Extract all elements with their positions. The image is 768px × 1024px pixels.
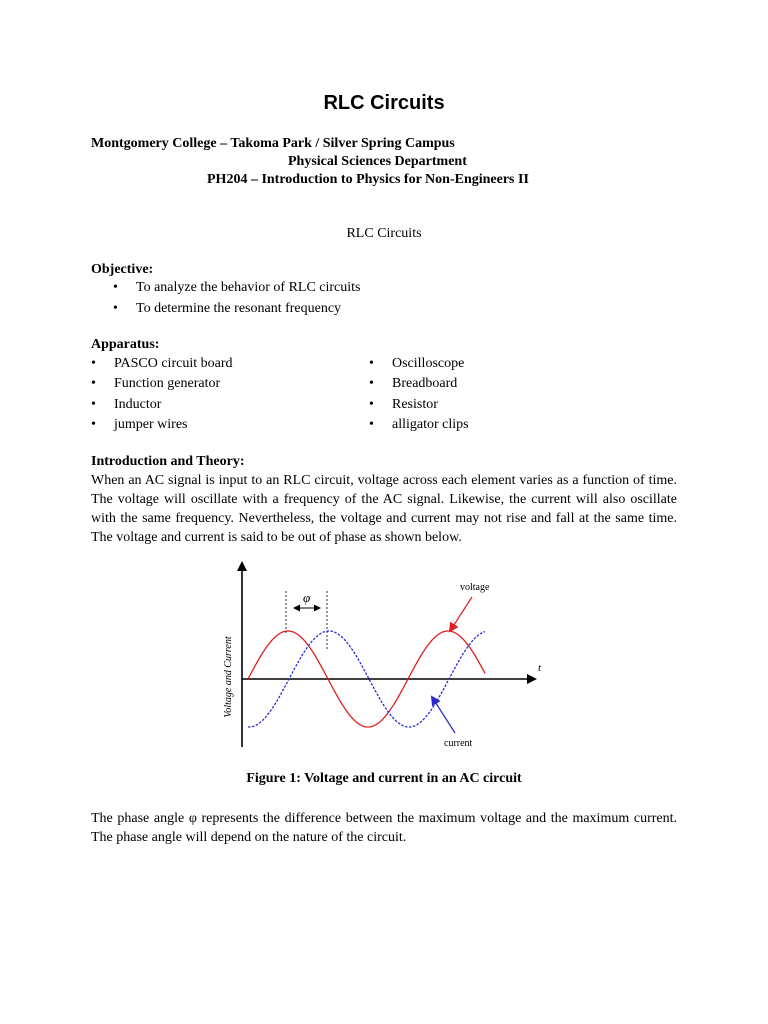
department-name: Physical Sciences Department [288, 154, 467, 169]
x-axis-label: t [538, 662, 542, 674]
intro-line: fall at the same time. The voltage and current is said to be out of phase as shown below. [91, 511, 677, 545]
bullet-icon: • [91, 376, 96, 391]
apparatus-heading: Apparatus: [91, 337, 160, 352]
voltage-label: voltage [460, 582, 490, 593]
current-label: current [444, 738, 473, 749]
bullet-icon: • [369, 397, 374, 412]
intro-line: When an AC signal is input to an RLC circuit, voltage across each element varies as a function [91, 473, 630, 488]
bullet-icon: • [91, 356, 96, 371]
phase-figure [210, 555, 550, 755]
intro-line: also oscillate with the same frequency. Nevertheless, the voltage and current may not rise and [91, 492, 678, 526]
objective-heading: Objective: [91, 262, 154, 277]
college-name: Montgomery College – Takoma Park / Silver Spring Campus [91, 136, 455, 151]
bullet-icon: • [91, 417, 96, 432]
document-title: RLC Circuits [323, 92, 445, 114]
intro-paragraph [91, 471, 677, 547]
y-axis-label: Voltage and Current [223, 636, 234, 718]
voltage-pointer-arrow [450, 597, 472, 631]
bullet-icon: • [113, 301, 118, 316]
current-pointer-arrow [432, 697, 455, 733]
phase-line: The phase angle φ represents the difference between the maximum voltage and the maximum [91, 811, 630, 826]
course-name: PH204 – Introduction to Physics for Non-Engineers II [207, 172, 529, 187]
phase-symbol: φ [303, 590, 311, 605]
bullet-icon: • [369, 376, 374, 391]
intro-heading: Introduction and Theory: [91, 454, 245, 469]
phase-line: current. The phase angle will depend on the nature of the circuit. [91, 811, 678, 845]
phase-paragraph [91, 809, 677, 847]
section-subtitle: RLC Circuits [346, 226, 422, 241]
bullet-icon: • [369, 356, 374, 371]
intro-line: of time. The voltage will oscillate with a frequency of the AC signal. Likewise, the current will [91, 473, 678, 507]
figure-caption: Figure 1: Voltage and current in an AC circuit [246, 771, 522, 786]
bullet-icon: • [113, 280, 118, 295]
bullet-icon: • [369, 417, 374, 432]
bullet-icon: • [91, 397, 96, 412]
